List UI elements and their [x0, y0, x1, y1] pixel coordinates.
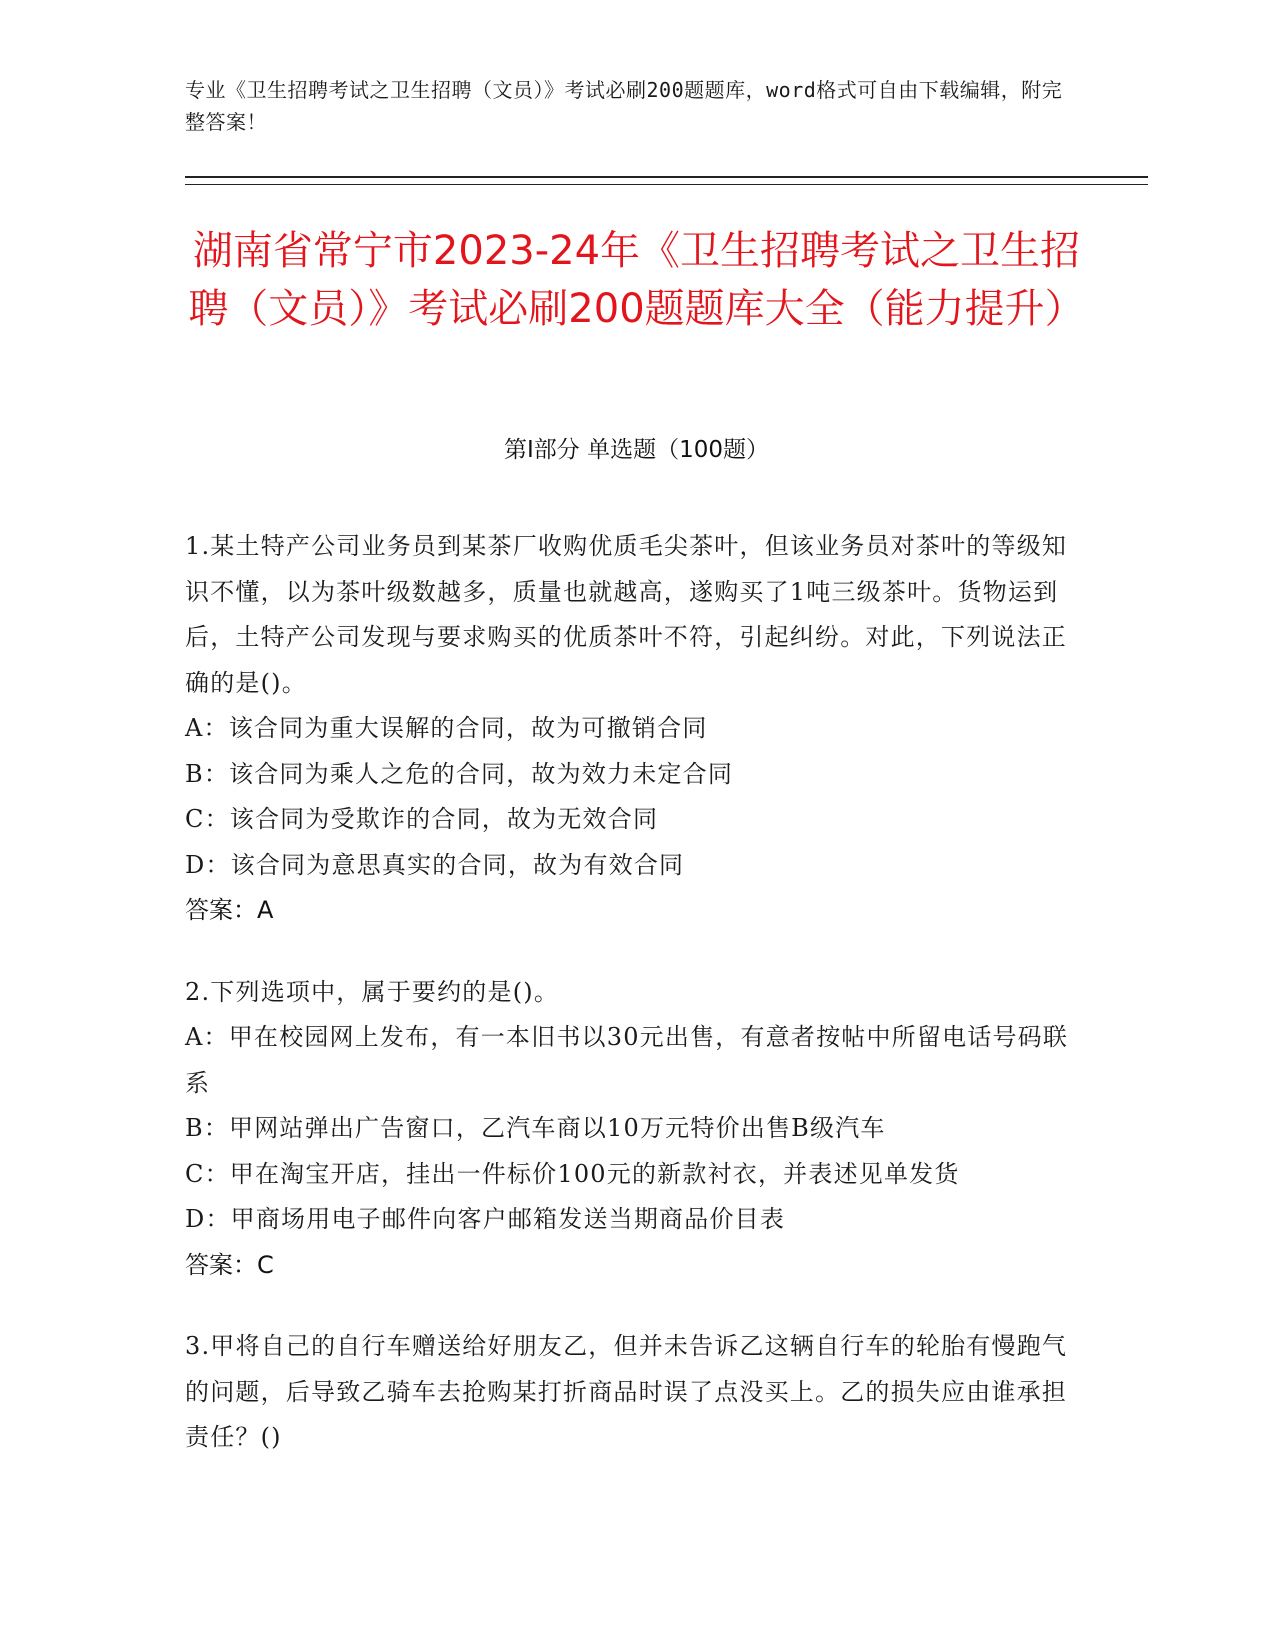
option-d: D：甲商场用电子邮件向客户邮箱发送当期商品价目表 [185, 1205, 786, 1233]
option-d: D：该合同为意思真实的合同，故为有效合同 [185, 850, 685, 879]
option-b: B：该合同为乘人之危的合同，故为效力未定合同 [185, 759, 734, 788]
question-stem: 3.甲将自己的自行车赠送给好朋友乙，但并未告诉乙这辆自行车的轮胎有慢跑气的问题，后导致乙骑车去抢购某打折商品时误了点没买上。乙的损失应由谁承担责任？() [185, 1332, 1068, 1451]
question-stem: 1.某土特产公司业务员到某茶厂收购优质毛尖茶叶，但该业务员对茶叶的等级知识不懂，以为茶叶级数越多，质量也就越高，遂购买了1吨三级茶叶。货物运到后，土特产公司发现与要求购买的优质茶叶不符，引起纠纷。对此，下列说法正确的是()。 [185, 532, 1068, 697]
answer-label: 答案： [185, 1250, 257, 1279]
header-divider-thin [185, 184, 1148, 185]
answer-value: C [257, 1250, 274, 1279]
header-divider-thick [185, 176, 1148, 178]
answer-line [185, 888, 1085, 934]
question-list [185, 524, 1085, 1497]
question-item [185, 524, 1085, 934]
section-title: 第Ⅰ部分 单选题（100题） [504, 437, 769, 463]
header-note: 专业《卫生招聘考试之卫生招聘（文员）》考试必刷200题题库，word格式可自由下载编辑，附完整答案！ [185, 78, 1063, 134]
answer-label: 答案： [185, 896, 257, 924]
question-item [185, 970, 1085, 1289]
document-title: 湖南省常宁市2023-24年《卫生招聘考试之卫生招聘（文员）》考试必刷200题题库大全（能力提升） [188, 228, 1085, 332]
question-item [185, 1324, 1085, 1461]
option-b: B：甲网站弹出广告窗口，乙汽车商以10万元特价出售B级汽车 [185, 1114, 886, 1142]
answer-value: A [257, 896, 274, 924]
question-stem: 2.下列选项中，属于要约的是()。 [185, 977, 560, 1006]
option-c: C：该合同为受欺诈的合同，故为无效合同 [185, 805, 659, 833]
option-a: A：该合同为重大误解的合同，故为可撤销合同 [185, 714, 708, 742]
option-c: C：甲在淘宝开店，挂出一件标价100元的新款衬衣，并表述见单发货 [185, 1159, 960, 1188]
answer-line [185, 1243, 1085, 1289]
option-a: A：甲在校园网上发布，有一本旧书以30元出售，有意者按帖中所留电话号码联系 [185, 1023, 1069, 1097]
